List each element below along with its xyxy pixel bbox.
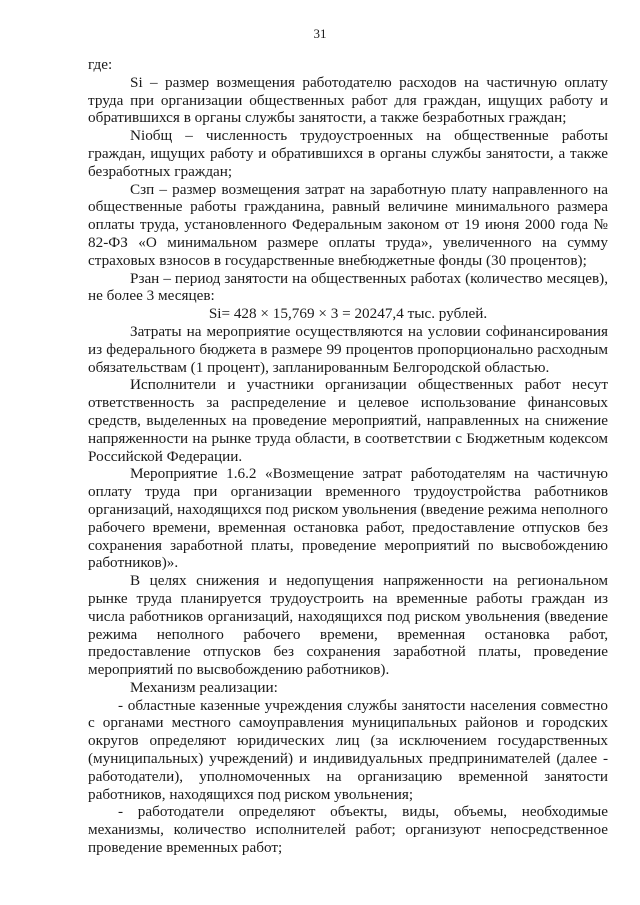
paragraph-measure-1-6-2: Мероприятие 1.6.2 «Возмещение затрат работодателям на частичную оплату труда при организации временного трудоустройства работников организаций, находящихся под риском увольнения (введение режима неполного рабочего времени, временная остановка работ, предоставление отпусков без сохранения заработной платы, проведение мероприятий по высвобождению работников)». (88, 465, 608, 572)
page-number: 31 (313, 26, 327, 41)
list-item: - работодатели определяют объекты, виды, объемы, необходимые механизмы, количество исполнителей работ; организуют непосредственное проведение временных работ; (88, 803, 608, 857)
document-body (88, 56, 608, 857)
paragraph-where: где: (88, 56, 113, 73)
paragraph-si-definition: Si – размер возмещения работодателю расходов на частичную оплату труда при организации общественных работ для граждан, ищущих работу и обратившихся в органы службы занятости, а также безработных граждан; (88, 73, 608, 127)
paragraph-cofinancing: Затраты на мероприятие осуществляются на условии софинансирования из федерального бюджета в размере 99 процентов пропорционально расходным обязательствам (1 процент), запланированным Белгородской областью. (88, 322, 608, 376)
formula: Si= 428 × 15,769 × 3 = 20247,4 тыс. рублей. (208, 305, 488, 323)
paragraph-ni-definition: Niобщ – численность трудоустроенных на общественные работы граждан, ищущих работу и обратившихся в органы службы занятости, а также безработных граждан; (88, 127, 608, 180)
paragraph-goals: В целях снижения и недопущения напряженности на региональном рынке труда планируется трудоустроить на временные работы граждан из числа работников организаций, находящихся под риском увольнения (введение режима неполного рабочего времени, временная остановка работ, предоставление отпусков без сохранения заработной платы, проведение мероприятий по высвобождению работников). (88, 572, 608, 679)
paragraph-rzan-definition: Рзан – период занятости на общественных работах (количество месяцев), не более 3 месяцев: (88, 269, 608, 305)
paragraph-responsibility: Исполнители и участники организации общественных работ несут ответственность за распределение и целевое использование финансовых средств, выделенных на проведение мероприятий, направленных на снижение напряженности на рынке труда области, в соответствии с Бюджетным кодексом Российской Федерации. (88, 376, 608, 465)
paragraph-szp-definition: Сзп – размер возмещения затрат на заработную плату направленного на общественные работы гражданина, равный величине минимального размера оплаты труда, установленного Федеральным законом от 19 июня 2000 года № 82-ФЗ «О минимальном размере оплаты труда», увеличенного на сумму страховых взносов в государственные внебюджетные фонды (30 процентов); (88, 180, 608, 269)
list-item: - областные казенные учреждения службы занятости населения совместно с органами местного самоуправления муниципальных районов и городских округов определяют юридических лиц (за исключением государственных (муниципальных) учреждений) и индивидуальных предпринимателей (далее - работодатели), уполномоченных на организацию временной занятости работников, находящихся под риском увольнения; (88, 696, 608, 803)
paragraph-mechanism-heading: Механизм реализации: (130, 678, 278, 696)
